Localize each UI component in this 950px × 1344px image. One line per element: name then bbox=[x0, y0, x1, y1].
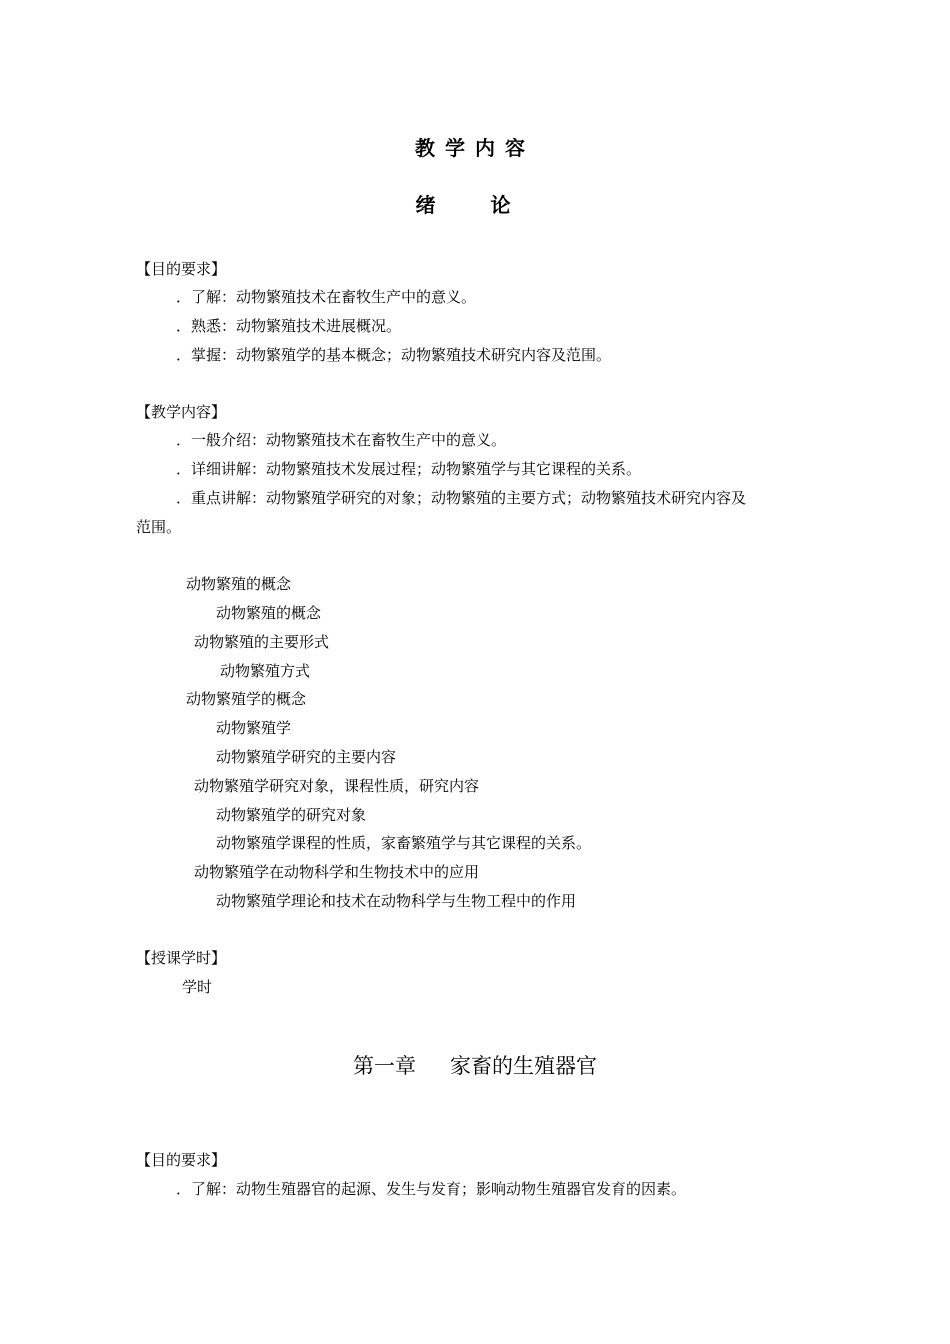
hours-heading: 【授课学时】 bbox=[136, 949, 227, 967]
content-item-continuation: 范围。 bbox=[136, 518, 182, 536]
outline-subitem: 动物繁殖学研究的主要内容 bbox=[216, 748, 397, 766]
content-heading: 【教学内容】 bbox=[136, 403, 227, 421]
outline-subitem: 动物繁殖方式 bbox=[220, 662, 311, 680]
chapter1-objectives-heading: 【目的要求】 bbox=[136, 1151, 227, 1169]
outline-subitem: 动物繁殖学的研究对象 bbox=[216, 806, 367, 824]
outline-item: 动物繁殖学研究对象，课程性质，研究内容 bbox=[194, 777, 480, 795]
outline-item: 动物繁殖的主要形式 bbox=[194, 633, 330, 651]
content-item: ．详细讲解：动物繁殖技术发展过程；动物繁殖学与其它课程的关系。 bbox=[176, 460, 642, 478]
outline-item: 动物繁殖的概念 bbox=[186, 575, 292, 593]
objective-item: ．熟悉：动物繁殖技术进展概况。 bbox=[176, 317, 402, 335]
outline-subitem: 动物繁殖学理论和技术在动物科学与生物工程中的作用 bbox=[216, 892, 577, 910]
hours-value: 学时 bbox=[182, 978, 213, 996]
objective-item: ．掌握：动物繁殖学的基本概念；动物繁殖技术研究内容及范围。 bbox=[176, 346, 612, 364]
chapter-number: 第一章 bbox=[353, 1054, 416, 1078]
content-item: ．重点讲解：动物繁殖学研究的对象；动物繁殖的主要方式；动物繁殖技术研究内容及 bbox=[176, 489, 747, 507]
outline-subitem: 动物繁殖学 bbox=[216, 719, 292, 737]
outline-item: 动物繁殖学在动物科学和生物技术中的应用 bbox=[194, 863, 480, 881]
page-title: 教学内容 bbox=[415, 136, 535, 160]
objective-item: ．了解：动物繁殖技术在畜牧生产中的意义。 bbox=[176, 288, 477, 306]
chapter1-objective-item: ．了解：动物生殖器官的起源、发生与发育；影响动物生殖器官发育的因素。 bbox=[176, 1180, 687, 1198]
outline-subitem: 动物繁殖学课程的性质，家畜繁殖学与其它课程的关系。 bbox=[216, 834, 592, 852]
objectives-heading: 【目的要求】 bbox=[136, 260, 227, 278]
content-item: ．一般介绍：动物繁殖技术在畜牧生产中的意义。 bbox=[176, 431, 507, 449]
chapter-name: 家畜的生殖器官 bbox=[450, 1054, 597, 1078]
chapter-title bbox=[0, 1053, 950, 1079]
outline-subitem: 动物繁殖的概念 bbox=[216, 604, 322, 622]
section-title-intro: 绪 论 bbox=[415, 193, 535, 217]
outline-item: 动物繁殖学的概念 bbox=[186, 690, 307, 708]
